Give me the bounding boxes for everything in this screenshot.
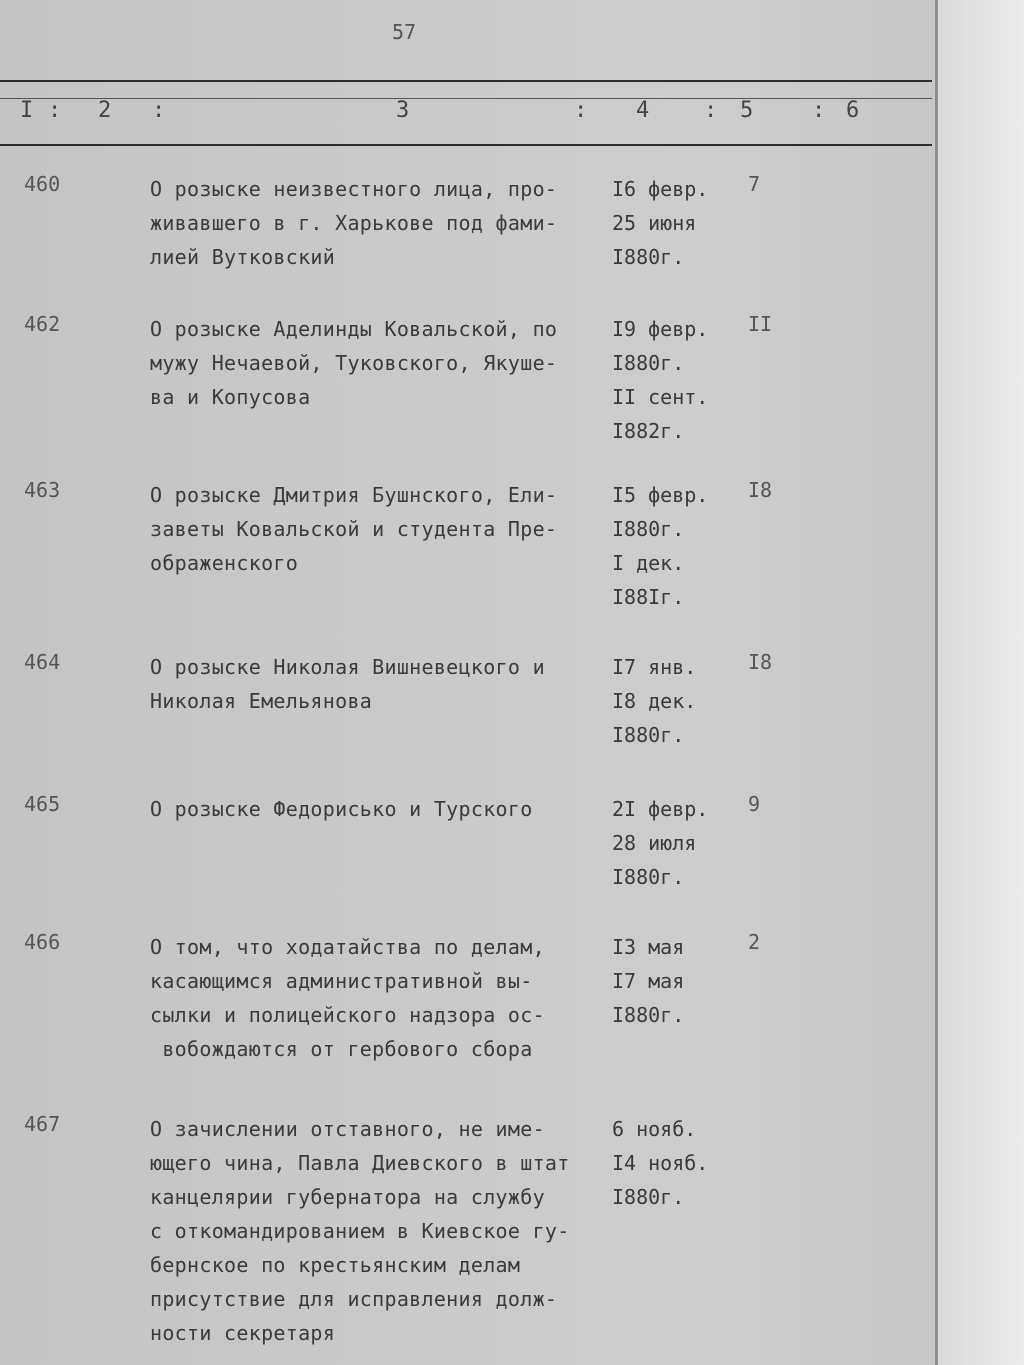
case-title: О розыске Аделинды Ковальской, по мужу Нечаевой, Туковского, Якуше- ва и Копусова [150,317,558,409]
column-header: I [20,98,34,123]
sheet-count: I8 [748,478,773,502]
case-dates: I7 янв. I8 дек. I880г. [612,655,697,747]
column-separator: : [574,98,588,123]
sheet-count: II [748,312,773,336]
case-title: О розыске неизвестного лица, про- живавшего в г. Харькове под фами- лией Вутковский [150,177,558,269]
case-number: 462 [24,312,61,336]
case-dates: I5 февр. I880г. I дек. I88Iг. [612,483,709,609]
header-rule-top [0,80,932,82]
case-title: О зачислении отставного, не име- ющего чина, Павла Диевского в штат канцелярии губернатора на службу с откомандированием в Киевское гу- бернское по крестьянским делам присутствие для исправления долж- ности секретаря [150,1117,570,1345]
case-dates: I3 мая I7 мая I880г. [612,935,685,1027]
underlying-page [935,0,1024,1365]
case-title: О розыске Дмитрия Бушнского, Ели- заветы Ковальской и студента Пре- ображенского [150,483,558,575]
column-header: 6 [846,98,860,123]
case-dates: 2I февр. 28 июля I880г. [612,797,709,889]
header-rule-inner [0,98,932,99]
case-number: 465 [24,792,61,816]
sheet-count: I8 [748,650,773,674]
case-dates: I6 февр. 25 июня I880г. [612,177,709,269]
column-separator: : [704,98,718,123]
column-separator: : [152,98,166,123]
case-title: О розыске Федорисько и Турского [150,797,533,821]
case-dates: I9 февр. I880г. II сент. I882г. [612,317,709,443]
sheet-count: 9 [748,792,761,816]
case-dates: 6 нояб. I4 нояб. I880г. [612,1117,709,1209]
case-number: 467 [24,1112,61,1136]
case-title: О розыске Николая Вишневецкого и Николая Емельянова [150,655,545,713]
column-header: 5 [740,98,754,123]
case-number: 460 [24,172,61,196]
case-number: 466 [24,930,61,954]
column-separator: : [48,98,62,123]
column-header: 4 [636,98,650,123]
column-separator: : [812,98,826,123]
sheet-count: 2 [748,930,761,954]
sheet-count: 7 [748,172,761,196]
page-edge [935,0,938,1365]
case-number: 463 [24,478,61,502]
column-header: 2 [98,98,112,123]
case-title: О том, что ходатайства по делам, касающимся административной вы- сылки и полицейского надзора ос- вобождаются от гербового сбора [150,935,545,1061]
column-header: 3 [396,98,410,123]
header-rule-bottom [0,144,932,146]
page-number: 57 [392,20,417,44]
case-number: 464 [24,650,61,674]
